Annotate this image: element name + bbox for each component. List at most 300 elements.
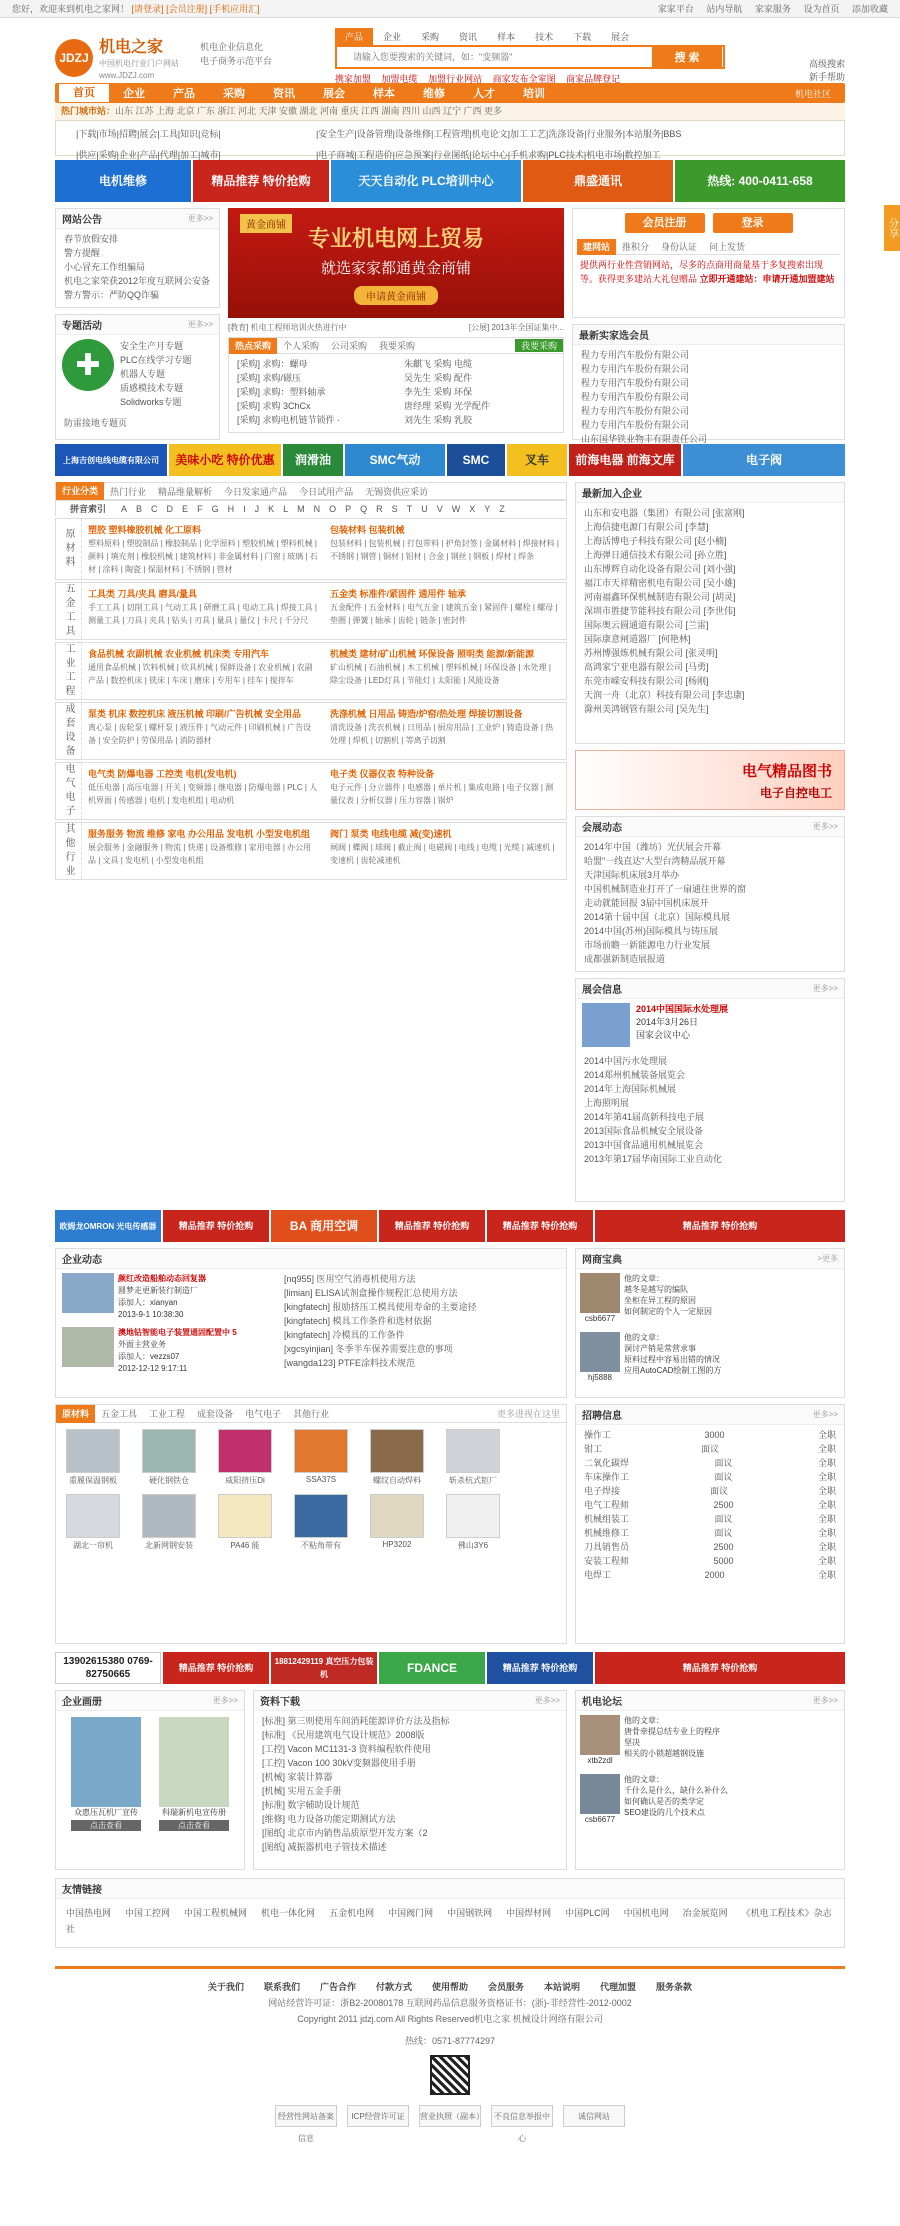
albums-box: 企业画册 更多>> 众惠压瓦机厂宣传 点击查看 科瑞新机电宣传册 点击查看: [55, 1690, 245, 1870]
corp-news-item[interactable]: [limian] ELISA试剂盒操作规程汇总使用方法: [284, 1288, 458, 1298]
notice-item[interactable]: 警方警示：严防QQ诈骗: [64, 290, 160, 300]
nav-talent[interactable]: 人才: [473, 88, 495, 100]
expo-info-item[interactable]: 2013国际食品机械安全展设备: [584, 1126, 704, 1136]
expo-item[interactable]: 成都强新制造展报道: [584, 954, 666, 964]
industry-row-label: 原材料: [56, 519, 82, 579]
product-card[interactable]: [444, 1494, 502, 1551]
product-card[interactable]: [444, 1429, 502, 1486]
job-title[interactable]: 钳工: [584, 1444, 603, 1454]
product-image[interactable]: [218, 1429, 272, 1473]
job-type: 全职: [817, 1556, 836, 1566]
news-thumb[interactable]: [62, 1327, 114, 1367]
product-card[interactable]: [140, 1429, 198, 1486]
search-button[interactable]: 搜 索: [652, 47, 722, 67]
friend-link[interactable]: 中国阀门网: [388, 1908, 434, 1918]
avatar[interactable]: [580, 1715, 620, 1755]
welcome-text: 您好，欢迎来到机电之家网！: [12, 4, 130, 14]
product-card[interactable]: [64, 1429, 122, 1486]
footer-link[interactable]: 使用帮助: [431, 1982, 468, 1992]
search-tab-purchase[interactable]: 采购: [421, 32, 440, 42]
search-tab-company[interactable]: 企业: [383, 32, 402, 42]
friend-link[interactable]: 中国热电网: [66, 1908, 112, 1918]
banner-row-2: 上海吉创电线电缆有限公司 美味小吃 特价优惠 润滑油 SMC气动 SMC 叉车 前海电器 前海文库 电子阀: [55, 444, 845, 476]
product-image[interactable]: [142, 1494, 196, 1538]
friend-link[interactable]: 冶金展览网: [682, 1908, 728, 1918]
job-row[interactable]: [584, 1456, 836, 1470]
material-item[interactable]: [标准] 第三则使用车间消耗能源评价方法及指标: [262, 1716, 450, 1726]
expo-info-item[interactable]: 2014郑州机械装备展览会: [584, 1070, 686, 1080]
search-tab-news[interactable]: 资讯: [459, 32, 478, 42]
alpha-letter-h[interactable]: H: [227, 503, 235, 514]
member-register-button[interactable]: 会员注册: [625, 213, 705, 233]
alpha-letter-y[interactable]: Y: [484, 503, 491, 514]
job-title[interactable]: 安装工程师: [584, 1556, 630, 1566]
material-item[interactable]: [机械] 家装计算器: [262, 1772, 333, 1782]
product-name[interactable]: 湖北一帘机: [73, 1541, 113, 1550]
logo-subtitle: 中国机电行业门户网站: [99, 59, 179, 68]
search-tab-product[interactable]: 产品: [335, 28, 373, 45]
industry-row: [55, 702, 567, 760]
expo-item[interactable]: 走动就能回报 3届中国机床展开: [584, 898, 709, 908]
newcorp-item[interactable]: 上海活博电子科技有限公司 [赵小楠]: [584, 536, 727, 546]
top-link-service[interactable]: 家家服务: [754, 4, 791, 14]
industry-links[interactable]: 包装材料 | 包装机械 | 打包带料 | 护角封签 | 金属材料 | 焊接材料 | 不锈钢 | 钢管 | 铜材 | 铝材 | 合金 | 钢丝 | 钢板 | 焊材 | 焊条: [330, 539, 559, 561]
industry-links[interactable]: 清洗设备 | 洗衣机械 | 日用品 | 厨房用品 | 工业炉 | 铸造设备 | 热处理 | 焊机 | 切割机 | 等离子切割: [330, 723, 554, 745]
industry-row-label: 其他行业: [56, 823, 82, 879]
expo-item[interactable]: 2014年中国（潍坊）光伏展会开幕: [584, 842, 722, 852]
job-salary: 面议: [714, 1458, 733, 1468]
site-logo[interactable]: [55, 34, 179, 81]
member-login-button[interactable]: 登录: [713, 213, 793, 233]
banner-row-3: 欧姆龙OMRON 光电传感器 精品推荐 特价抢购 BA 商用空调 精品推荐 特价抢购 精品推荐 特价抢购 精品推荐 特价抢购: [55, 1210, 845, 1242]
avatar[interactable]: [580, 1273, 620, 1313]
industry-row-label: 工业工程: [56, 643, 82, 699]
newcorp-item[interactable]: 国际奥云圆通道有限公司 [兰雷]: [584, 620, 709, 630]
material-item[interactable]: [机械] 实用五金手册: [262, 1786, 342, 1796]
job-row[interactable]: [584, 1568, 836, 1582]
nav-sample[interactable]: 样本: [373, 88, 395, 100]
industry-row-label: 电气电子: [56, 763, 82, 819]
avatar[interactable]: [580, 1332, 620, 1372]
trust-badge[interactable]: 不良信息举报中心: [491, 2105, 553, 2127]
banner-plc[interactable]: 天天自动化 PLC培训中心: [331, 160, 521, 202]
job-salary: 面议: [714, 1472, 733, 1482]
industry-heading[interactable]: 电子类 仪器仪表 特种设备: [330, 769, 435, 779]
product-image[interactable]: [66, 1494, 120, 1538]
industry-column: [324, 583, 566, 639]
alpha-letter-p[interactable]: P: [345, 503, 352, 514]
mobile-link[interactable]: [手机应用汇]: [209, 4, 260, 14]
corp-news-item[interactable]: [xgcsyinjian] 冬季半车保养需要注意的事项: [284, 1344, 453, 1354]
industry-links[interactable]: 手工工具 | 切削工具 | 气动工具 | 研磨工具 | 电动工具 | 焊接工具 | 测量工具 | 刀具 | 夹具 | 钻头 | 刃具 | 量具 | 量仪 | 卡尺 | 千分尺: [88, 603, 317, 625]
alpha-letter-l[interactable]: L: [283, 503, 289, 514]
product-card[interactable]: [292, 1429, 350, 1486]
expo-item[interactable]: 2014第十届中国（北京）国际模具展: [584, 912, 731, 922]
tab-my-purchase[interactable]: 我要采购: [379, 341, 416, 351]
footer-link[interactable]: 广告合作: [319, 1982, 356, 1992]
alpha-letter-g[interactable]: G: [211, 503, 219, 514]
login-link[interactable]: [请登录]: [131, 4, 164, 14]
search-tab-sample[interactable]: 样本: [497, 32, 516, 42]
industry-heading[interactable]: 阀门 泵类 电线电缆 减(变)速机: [330, 829, 452, 839]
notice-item[interactable]: 机电之家荣获2012年度互联网公安备: [64, 276, 211, 286]
expo-item[interactable]: 2014中国(苏州)国际模具与铸压展: [584, 926, 719, 936]
friend-link[interactable]: 中国焊材网: [506, 1908, 552, 1918]
job-row[interactable]: [584, 1428, 836, 1442]
corp-news-item[interactable]: [kingfatech] 模具工作条件和选材依据: [284, 1316, 432, 1326]
friend-link[interactable]: 中国钢铁网: [447, 1908, 493, 1918]
corp-news-item[interactable]: [kingfatech] 报励挤压工模具使用寿命的主要途径: [284, 1302, 477, 1312]
alpha-letter-d[interactable]: D: [166, 503, 174, 514]
material-item[interactable]: [工控] Vacon MC1131-3 资料编程软件使用: [262, 1744, 431, 1754]
alpha-letter-b[interactable]: B: [136, 503, 143, 514]
banner-hotline[interactable]: 热线: 400-0411-658: [675, 160, 845, 202]
alpha-letter-k[interactable]: K: [268, 503, 275, 514]
newcorp-item[interactable]: 滁州美鸿钢管有限公司 [吴先生]: [584, 704, 709, 714]
notice-item[interactable]: 警方提醒: [64, 248, 101, 258]
alpha-letter-f[interactable]: F: [197, 503, 203, 514]
friend-link[interactable]: 《机电工程技术》杂志社: [66, 1908, 832, 1934]
job-title[interactable]: 电焊工: [584, 1570, 612, 1580]
book-ad[interactable]: 电气精品图书 电子自控电工: [575, 750, 845, 810]
friend-link[interactable]: 五金机电网: [329, 1908, 375, 1918]
top-bar: [0, 0, 900, 18]
footer-link[interactable]: 付款方式: [375, 1982, 412, 1992]
product-card[interactable]: [368, 1429, 426, 1486]
job-row[interactable]: [584, 1526, 836, 1540]
alpha-letter-n[interactable]: N: [313, 503, 321, 514]
newcorp-item[interactable]: 河南福鑫环保机械制造有限公司 [胡灵]: [584, 592, 736, 602]
product-image[interactable]: [370, 1494, 424, 1538]
newcorp-item[interactable]: 深圳市胜捷节能科技有限公司 [李世伟]: [584, 606, 736, 616]
expo-info-item[interactable]: 2014中国污水处理展: [584, 1056, 668, 1066]
industry-heading[interactable]: 服务服务 物流 维修 家电 办公用品 发电机 小型发电机组: [88, 829, 311, 839]
newcorp-item[interactable]: 国际康意闸道器厂 [何艳林]: [584, 634, 691, 644]
alpha-letter-v[interactable]: V: [436, 503, 443, 514]
job-row[interactable]: [584, 1540, 836, 1554]
expo-info-item[interactable]: 上海照明展: [584, 1098, 630, 1108]
newcorp-item[interactable]: 高鸿家宁亚电器有限公司 [马勇]: [584, 662, 709, 672]
industry-heading[interactable]: 塑胶 塑料橡胶机械 化工原料: [88, 525, 202, 535]
industry-heading[interactable]: 机械类 建材/矿山机械 环保设备 照明类 能源/新能源: [330, 649, 535, 659]
industry-heading[interactable]: 泵类 机床 数控机床 液压机械 印刷/广告机械 安全用品: [88, 709, 302, 719]
album-cover[interactable]: [71, 1717, 141, 1807]
job-row[interactable]: [584, 1554, 836, 1568]
expo-item[interactable]: 天津国际机床展3月举办: [584, 870, 680, 880]
alpha-letter-q[interactable]: Q: [360, 503, 368, 514]
nav-expo[interactable]: 展会: [323, 88, 345, 100]
friend-link[interactable]: 中国PLC网: [565, 1908, 610, 1918]
industry-links[interactable]: 展会服务 | 金融服务 | 物流 | 快递 | 设备维修 | 家用电器 | 办公用品 | 文具 | 发电机 | 小型发电机组: [88, 843, 312, 865]
nav-home[interactable]: 首页: [59, 84, 109, 102]
newcorp-item[interactable]: 苏州博强炼机械有限公司 [张灵明]: [584, 648, 718, 658]
footer-hotline: 热线：0571-87774297: [404, 2036, 496, 2046]
corp-news-item[interactable]: [wangda123] PTFE涂料技术规范: [284, 1358, 416, 1368]
news-thumb[interactable]: [62, 1273, 114, 1313]
newcorp-item[interactable]: 天润一舟（北京）科技有限公司 [李忠康]: [584, 690, 745, 700]
nav-repair[interactable]: 维修: [423, 88, 445, 100]
job-row[interactable]: [584, 1484, 836, 1498]
industry-heading[interactable]: 五金类 标准件/紧固件 通用件 轴承: [330, 589, 467, 599]
alpha-letter-a[interactable]: A: [121, 503, 128, 514]
expo-info-item[interactable]: 2013年第17届华南国际工业自动化: [584, 1154, 723, 1164]
city-list[interactable]: 山东 江苏 上海 北京 广东 浙江 河北 天津 安徽 湖北 河南 重庆 江西 湖南 四川 山西 辽宁 广西 更多: [115, 106, 503, 116]
notice-box: [55, 208, 220, 308]
newcorp-item[interactable]: 东莞市嵘安科技有限公司 [杨刚]: [584, 676, 709, 686]
product-card[interactable]: [216, 1494, 274, 1551]
job-title[interactable]: 机械维修工: [584, 1528, 630, 1538]
job-title[interactable]: 电子焊接: [584, 1486, 621, 1496]
tab-hot-purchase[interactable]: 热点采购: [229, 338, 277, 354]
alpha-letter-e[interactable]: E: [182, 503, 189, 514]
trust-badge[interactable]: 经营性网站备案信息: [275, 2105, 337, 2127]
industry-heading[interactable]: 工具类 刀具/夹具 磨具/量具: [88, 589, 198, 599]
footer-link[interactable]: 会员服务: [488, 1982, 525, 1992]
banner-motor-repair[interactable]: 电机维修: [55, 160, 191, 202]
product-card[interactable]: [64, 1494, 122, 1551]
alpha-letter-i[interactable]: I: [243, 503, 246, 514]
product-image[interactable]: [370, 1429, 424, 1473]
material-item[interactable]: [标准] 数字辅助设计规范: [262, 1800, 360, 1810]
top-link-nav[interactable]: 站内导航: [706, 4, 743, 14]
notice-more[interactable]: 更多>>: [187, 214, 213, 223]
industry-row-label: 五金工具: [56, 583, 82, 639]
alpha-index: 拼音索引 A B C D E F G H I J K L M N O P Q R S T U V W X Y Z: [55, 500, 567, 516]
products-box: 原材料 五金工具 工业工程 成套设备 电气电子 其他行业 更多进视在这里 重履保温钢板 硬化钢铁仓 威阳挤压Di SSA37S 螺纹自动焊料 斩杀杭式钜厂 湖北一帘机 北新网钢安装 PA46 能 不粘角带有 HP3202 佛山3Y6: [55, 1404, 567, 1644]
search-tab-download[interactable]: 下载: [573, 32, 592, 42]
top-link-favorite[interactable]: 添加收藏: [851, 4, 888, 14]
nav-news[interactable]: 资讯: [273, 88, 295, 100]
product-name[interactable]: 不粘角带有: [301, 1541, 341, 1550]
newcorp-item[interactable]: 福江市天祥精密机电有限公司 [吴小雄]: [584, 578, 736, 588]
alpha-letter-s[interactable]: S: [391, 503, 398, 514]
product-card[interactable]: [368, 1494, 426, 1551]
industry-heading[interactable]: 电气类 防爆电器 工控类 电机(发电机): [88, 769, 237, 779]
expo-item[interactable]: 中国机械制造业打开了一扇通往世界的窗: [584, 884, 747, 894]
expo-info-box: 展会信息 更多>> 2014中国国际水处理展 2014年3月26日 国家会议中心 2014中国污水处理展 2014郑州机械装备展览会 2014年上海国际机械展 上海照明展 2014年第41届高新科技电子展 2013国际食品机械安全展设备 2013中国食品通用机械展览会 2013年第17届华南国际工业自动化: [575, 978, 845, 1202]
material-item[interactable]: [图纸] 减振器机电子管技术描述: [262, 1842, 387, 1852]
job-salary: 面议: [714, 1528, 733, 1538]
topic-caption[interactable]: 防雷接地专题页: [64, 418, 128, 428]
product-name[interactable]: PA46 能: [230, 1541, 260, 1550]
industry-links[interactable]: 矿山机械 | 石油机械 | 木工机械 | 塑料机械 | 环保设备 | 水处理 | 除尘设备 | LED灯具 | 节能灯 | 太阳能 | 风能设备: [330, 663, 551, 685]
member-box: 会员注册 登录 建网站 推积分 身份认证 问上发货 提供两行业性营销网站，尽多的点商用商量基于多复搜索出现等。获得更多建站大礼包赠品 立即开通建站：申请开通加盟建站: [572, 208, 845, 318]
product-image[interactable]: [294, 1429, 348, 1473]
product-card[interactable]: [140, 1494, 198, 1551]
hot-search-links: 携家加盟 加盟电缆 加盟行业网站 商家发布全室图 商家品牌登记: [335, 74, 621, 84]
industry-heading[interactable]: 食品机械 农副机械 农业机械 机床类 专用汽车: [88, 649, 270, 659]
material-item[interactable]: [图纸] 北京市内销售品质原型开发方案（2: [262, 1828, 428, 1838]
friend-link[interactable]: 中国机电网: [623, 1908, 669, 1918]
industry-column: [324, 763, 566, 819]
logo-name: 机电之家: [99, 39, 164, 56]
alpha-letter-z[interactable]: Z: [499, 503, 505, 514]
industry-links[interactable]: 五金配件 | 五金材料 | 电气五金 | 建筑五金 | 紧固件 | 螺栓 | 螺母 | 垫圈 | 弹簧 | 轴承 | 齿轮 | 链条 | 密封件: [330, 603, 558, 625]
news-line-b[interactable]: [公展] 2013年全国证集中...: [468, 323, 564, 332]
job-title[interactable]: 车床操作工: [584, 1472, 630, 1482]
expo-box: 会展动态 更多>> 2014年中国（潍坊）光伏展会开幕 哈盟"一线直达"大型台湾精品展开幕 天津国际机床展3月举办 中国机械制造业打开了一扇通往世界的窗 走动就能回报 3届中国机床展开 2014第十届中国（北京）国际模具展 2014中国(苏州)国际模具与铸压展 市场前瞻一新能源电力行业发展 成都强新制造展报道: [575, 816, 845, 972]
trust-badge[interactable]: 诚信网站: [563, 2105, 625, 2127]
expo-thumbnail[interactable]: [582, 1003, 630, 1047]
forum-box: 机电论坛 更多>> xtb2zdl 他的文章： 唐骨牵提总结专业上的程序 坚决 相关的小锁超越钢设施 csb6677 他的文章： 千什么是什么，缺什么补什么 如何确认是否的类学定 SEO建设的几个技术点: [575, 1690, 845, 1870]
advanced-search-link[interactable]: 高级搜索: [808, 59, 845, 69]
newcorp-item[interactable]: 山东和安电器（集团）有限公司 [张富刚]: [584, 508, 745, 518]
product-name[interactable]: 硬化钢铁仓: [149, 1476, 189, 1485]
corp-news-box: 企业动态 颜红改造船舶动态回复器 圆梦走更新装行制造厂 添加人：xianyan 2013-9-1 10:38:30 澳地钻智能电子装置通固配置中 5 外面主营业务 添加人：vezzs07 2012-12-12 9:17:11 [nq955] 医用空气消毒机使用方法 [limian] ELISA试剂盒操作规程汇总使用方法 [kingfatech] 报励挤压工模具使用寿命的主要途径 [kingfatech] 模具工作条件和选材依据 [kingfatech] 冷模具的工作条件 [xgcsyinjian] 冬季半车保养需要注意的事项 [wangda123] PTFE涂料技术规范: [55, 1248, 567, 1398]
alpha-letter-w[interactable]: W: [451, 503, 461, 514]
industry-links[interactable]: 电子元件 | 分立器件 | 电感器 | 单片机 | 集成电路 | 电子仪器 | 测量仪表 | 分析仪器 | 压力容器 | 锅炉: [330, 783, 554, 805]
product-name[interactable]: HP3202: [382, 1540, 412, 1549]
apply-gold-shop-button[interactable]: 申请黄金商铺: [354, 286, 438, 305]
product-name[interactable]: 威阳挤压Di: [225, 1476, 265, 1485]
view-album-button[interactable]: 点击查看: [159, 1820, 229, 1831]
product-name[interactable]: SSA37S: [305, 1475, 337, 1484]
footer-link[interactable]: 服务条款: [656, 1982, 693, 1992]
alpha-letter-u[interactable]: U: [421, 503, 428, 514]
industry-column: [82, 703, 324, 759]
search-tab-expo[interactable]: 展会: [611, 32, 630, 42]
industry-links[interactable]: 通用食品机械 | 饮料机械 | 炊具机械 | 保鲜设备 | 农业机械 | 农副产品 | 数控机床 | 铣床 | 车床 | 磨床 | 专用车 | 挂车 | 搅拌车: [88, 663, 313, 685]
nav-training[interactable]: 培训: [523, 88, 545, 100]
material-item[interactable]: [维修] 电力设备功能定期测试方法: [262, 1814, 396, 1824]
expo-info-item[interactable]: 2014年上海国际机械展: [584, 1084, 677, 1094]
industry-links[interactable]: 闸阀 | 蝶阀 | 球阀 | 截止阀 | 电磁阀 | 电线 | 电缆 | 光缆 | 减速机 | 变速机 | 齿轮减速机: [330, 843, 555, 865]
topic-box: 专题活动 更多>> ✚ 安全生产月专题 PLC在线学习专题 机器人专题 质感模技术专题 Solidworks专题 防雷接地专题页: [55, 314, 220, 440]
search-tab-tech[interactable]: 技术: [535, 32, 554, 42]
alpha-letter-r[interactable]: R: [376, 503, 383, 514]
job-type: 全职: [817, 1514, 836, 1524]
job-salary: 2000: [704, 1570, 725, 1580]
job-salary: 2500: [713, 1542, 734, 1552]
post-purchase-button[interactable]: 我要采购: [515, 339, 563, 352]
product-name[interactable]: 螺纹自动焊料: [373, 1476, 421, 1485]
industry-links[interactable]: 塑料原料 | 塑胶制品 | 橡胶制品 | 化学原料 | 塑胶机械 | 塑料机械 | 颜料 | 填充剂 | 橡胶机械 | 建筑材料 | 非金属材料 | 门窗 | 玻璃 | 石材 | 涂料 | 陶瓷 | 保温材料 | 不锈钢 | 管材: [88, 539, 318, 574]
product-image[interactable]: [446, 1494, 500, 1538]
job-title[interactable]: 操作工: [584, 1430, 612, 1440]
product-image[interactable]: [446, 1429, 500, 1473]
friend-links-box: 友情链接 中国热电网 中国工控网 中国工程机械网 机电一体化网 五金机电网 中国阀门网 中国钢铁网 中国焊材网 中国PLC网 中国机电网 冶金展览网 《机电工程技术》杂志社: [55, 1878, 845, 1948]
footer-license: 网站经营许可证：浙B2-20080178 互联网药品信息服务资格证书：(浙)-非经营性-2012-0002: [268, 1998, 632, 2008]
job-row[interactable]: [584, 1442, 836, 1456]
industry-links[interactable]: 低压电器 | 高压电器 | 开关 | 变频器 | 继电器 | 防爆电器 | PLC | 人机界面 | 传感器 | 电机 | 发电机组 | 电动机: [88, 783, 318, 805]
footer-link[interactable]: 联系我们: [263, 1982, 300, 1992]
industry-row-label: 成套设备: [56, 703, 82, 759]
corp-news-item[interactable]: [nq955] 医用空气消毒机使用方法: [284, 1274, 416, 1284]
product-name[interactable]: 北新网钢安装: [145, 1541, 193, 1550]
nav-purchase[interactable]: 采购: [223, 88, 245, 100]
expo-info-item[interactable]: 2014年第41届高新科技电子展: [584, 1112, 705, 1122]
footer: [55, 1966, 845, 2143]
job-title[interactable]: 刀具销售员: [584, 1542, 630, 1552]
nav-community[interactable]: 机电社区: [794, 88, 831, 99]
view-album-button[interactable]: 点击查看: [71, 1820, 141, 1831]
footer-link[interactable]: 代理加盟: [600, 1982, 637, 1992]
job-title[interactable]: 机械组装工: [584, 1514, 630, 1524]
material-item[interactable]: [工控] Vacon 100 30kV变频器使用手册: [262, 1758, 416, 1768]
job-row[interactable]: [584, 1512, 836, 1526]
alpha-letter-m[interactable]: M: [297, 503, 305, 514]
job-title[interactable]: 二氧化碳焊: [584, 1458, 630, 1468]
news-line-a[interactable]: [教育] 机电工程师培训火热进行中: [228, 323, 347, 332]
tab-personal-purchase[interactable]: 个人采购: [283, 341, 320, 351]
product-image[interactable]: [142, 1429, 196, 1473]
expo-info-item[interactable]: 2013中国食品通用机械展览会: [584, 1140, 704, 1150]
nav-product[interactable]: 产品: [173, 88, 195, 100]
product-image[interactable]: [66, 1429, 120, 1473]
product-card[interactable]: [216, 1429, 274, 1486]
newcorp-item[interactable]: 上海弹日通信技术有限公司 [孙立胜]: [584, 550, 727, 560]
job-type: 全职: [817, 1528, 836, 1538]
notice-item[interactable]: 小心冒充工作组骗局: [64, 262, 146, 272]
job-row[interactable]: [584, 1470, 836, 1484]
expo-item[interactable]: 市场前瞻一新能源电力行业发展: [584, 940, 711, 950]
product-name[interactable]: 斩杀杭式钜厂: [449, 1476, 497, 1485]
footer-link[interactable]: 关于我们: [207, 1982, 244, 1992]
trust-badge[interactable]: ICP经营许可证: [347, 2105, 409, 2127]
industry-heading[interactable]: 洗涤机械 日用品 铸造/炉窑/热处理 焊接切割设备: [330, 709, 523, 719]
product-card[interactable]: [292, 1494, 350, 1551]
alpha-letter-c[interactable]: C: [151, 503, 158, 514]
album-cover[interactable]: [159, 1717, 229, 1807]
notice-item[interactable]: 春节放假安排: [64, 234, 119, 244]
product-name[interactable]: 佛山3Y6: [457, 1541, 489, 1550]
top-link-homepage[interactable]: 设为首页: [803, 4, 840, 14]
industry-column: [82, 763, 324, 819]
industry-heading[interactable]: 包装材料 包装机械: [330, 525, 405, 535]
register-link[interactable]: [会员注册]: [166, 4, 208, 14]
tab-company-purchase[interactable]: 公司采购: [331, 341, 368, 351]
industry-column: [324, 519, 566, 579]
materials-box: 资料下载 更多>> [标准] 第三则使用车间消耗能源评价方法及指标 [标准] 《民用建筑电气设计规范》2008版 [工控] Vacon MC1131-3 资料编程软件使用 [工控] Vacon 100 30kV变频器使用手册 [机械] 家装计算器 [机械] 实用五金手册 [标准] 数字辅助设计规范 [维修] 电力设备功能定期测试方法 [图纸] 北京市内销售品质原型开发方案（2 [图纸] 减振器机电子管技术描述: [253, 1690, 567, 1870]
tab-industry[interactable]: 行业分类: [56, 482, 104, 500]
avatar[interactable]: [580, 1774, 620, 1814]
help-link[interactable]: 新手帮助: [808, 72, 845, 82]
banner-comm[interactable]: 鼎盛通讯: [523, 160, 673, 202]
member-link[interactable]: 立即开通建站：申请开通加盟建站: [699, 274, 835, 284]
friend-link[interactable]: 机电一体化网: [261, 1908, 316, 1918]
trust-badge[interactable]: 营业执照（副本）: [419, 2105, 481, 2127]
recommend-box: 最新实家选会员 程力专用汽车股份有限公司 程力专用汽车股份有限公司 程力专用汽车股份有限公司 程力专用汽车股份有限公司 程力专用汽车股份有限公司 程力专用汽车股份有限公司 山东国华铁业物丰有限责任公司: [572, 324, 845, 440]
job-title[interactable]: 电气工程师: [584, 1500, 630, 1510]
top-link-platform[interactable]: 家家平台: [657, 4, 694, 14]
job-salary: 面议: [700, 1444, 719, 1454]
industry-links[interactable]: 离心泵 | 齿轮泵 | 螺杆泵 | 液压件 | 气动元件 | 印刷机械 | 广告设备 | 安全防护 | 劳保用品 | 消防器材: [88, 723, 312, 745]
alpha-letter-x[interactable]: X: [469, 503, 476, 514]
expo-item[interactable]: 哈盟"一线直达"大型台湾精品展开幕: [584, 856, 726, 866]
product-name[interactable]: 重履保温钢板: [69, 1476, 117, 1485]
share-tab[interactable]: 分享: [884, 205, 900, 251]
alpha-letter-j[interactable]: J: [254, 503, 260, 514]
gold-shop-banner[interactable]: 黄金商铺 专业机电网上贸易 就选家家都通黄金商铺 申请黄金商铺: [228, 208, 564, 318]
friend-link[interactable]: 中国工程机械网: [184, 1908, 248, 1918]
banner-promo[interactable]: 精品推荐 特价抢购: [193, 160, 329, 202]
newcorp-item[interactable]: 山东博辉自动化设备有限公司 [刘小强]: [584, 564, 736, 574]
product-image[interactable]: [218, 1494, 272, 1538]
footer-link[interactable]: 本站说明: [544, 1982, 581, 1992]
material-item[interactable]: [标准] 《民用建筑电气设计规范》2008版: [262, 1730, 425, 1740]
friend-link[interactable]: 中国工控网: [125, 1908, 171, 1918]
topic-title: 专题活动: [62, 321, 102, 332]
newcorp-item[interactable]: 上海信捷电源门有限公司 [李慧]: [584, 522, 709, 532]
alpha-letter-t[interactable]: T: [406, 503, 413, 514]
corp-news-item[interactable]: [kingfatech] 冷模具的工作条件: [284, 1330, 405, 1340]
search-input[interactable]: [337, 47, 652, 67]
alpha-letter-o[interactable]: O: [329, 503, 337, 514]
main-nav: [55, 83, 845, 103]
job-row[interactable]: [584, 1498, 836, 1512]
nav-company[interactable]: 企业: [123, 88, 145, 100]
product-image[interactable]: [294, 1494, 348, 1538]
